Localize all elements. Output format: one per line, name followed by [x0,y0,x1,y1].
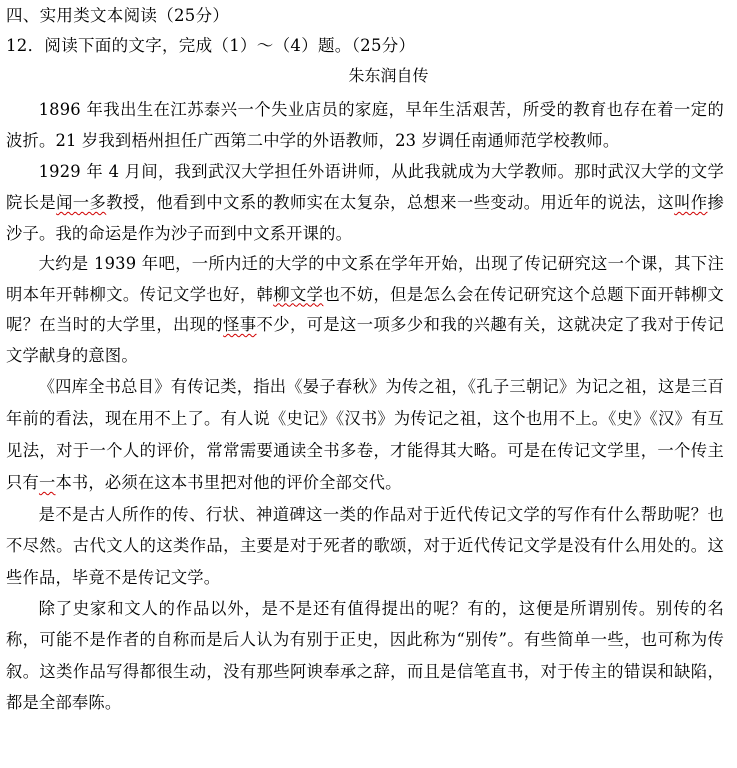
marked-phrase-yi: 一 [38,473,56,492]
marked-phrase-liu-wenxue: 柳文学 [273,284,324,304]
marked-phrase-wen-yiduo: 闻一多 [56,193,107,212]
paragraph-3 [6,249,724,371]
paragraph-2 [6,156,724,249]
article-title: 朱东润自传 [348,66,429,85]
paragraph-4 [6,371,724,499]
paragraph-3-text-before: 大约是 1939 年吧，一所内迁的大学的中文系在学年开始，出现了传记研究这一个课，其下注明本年开韩柳文。传记文学也好，韩 [6,254,724,304]
section-heading: 四、实用类文本阅读（25分） [6,6,230,25]
marked-phrase-jiaozuo: 叫作 [674,193,708,212]
paragraph-5-text: 是不是古人所作的传、行状、神道碑这一类的作品对于近代传记文学的写作有什么帮助呢？也不尽然。古代文人的这类作品，主要是对于死者的歌颂，对于近代传记文学是没有什么用处的。这些作品，毕竟不是传记文学。 [6,505,724,587]
paragraph-5 [6,499,724,593]
marked-phrase-guaishi: 怪事 [223,315,257,334]
paragraph-1 [6,94,724,156]
paragraph-6-text: 除了史家和文人的作品以外，是不是还有值得提出的呢？有的，这便是所谓别传。别传的名称，可能不是作者的自称而是后人认为有别于正史，因此称为“别传”。有些简单一些，也可称为传叙。这类作品写得都很生动，没有那些阿谀奉承之辞，而且是信笔直书，对于传主的错误和缺陷，都是全部奉陈。 [6,598,724,713]
paragraph-3-text-after: 不少，可是这一项多少和我的兴趣有关，这就决定了我对于传记文学献身的意图。 [6,315,724,365]
paragraph-1-text: 1896 年我出生在江苏泰兴一个失业店员的家庭，早年生活艰苦，所受的教育也存在着一定的波折。21 岁我到梧州担任广西第二中学的外语教师，23 岁调任南通师范学校教师。 [6,100,724,150]
paragraph-2-text-after: 掺沙子。我的命运是作为沙子而到中文系开课的。 [6,193,724,243]
paragraph-2-text-mid: 教授，他看到中文系的教师实在太复杂，总想来一些变动。用近年的说法，这 [106,193,675,212]
paragraph-4-text-after: 本书，必须在这本书里把对他的评价全部交代。 [55,473,402,492]
paragraph-2-text-before: 1929 年 4 月间，我到武汉大学担任外语讲师，从此我就成为大学教师。那时武汉大学的文学院长是 [6,162,724,212]
article-body [6,94,724,719]
paragraph-6 [6,593,724,719]
question-heading: 12．阅读下面的文字，完成（1）～（4）题。（25分） [6,36,416,55]
paragraph-3-text-mid: 也不妨，但是怎么会在传记研究这个总题下面开韩柳文呢？在当时的大学里，出现的 [6,284,724,334]
paragraph-4-text-before: 《四库全书总目》有传记类，指出《晏子春秋》为传之祖，《孔子三朝记》为记之祖，这是三百年前的看法，现在用不上了。有人说《史记》《汉书》为传记之祖，这个也用不上。《史》《汉》有互见法，对于一个人的评价，常常需要通读全书多卷，才能得其大略。可是在传记文学里，一个传主只有 [6,377,724,492]
